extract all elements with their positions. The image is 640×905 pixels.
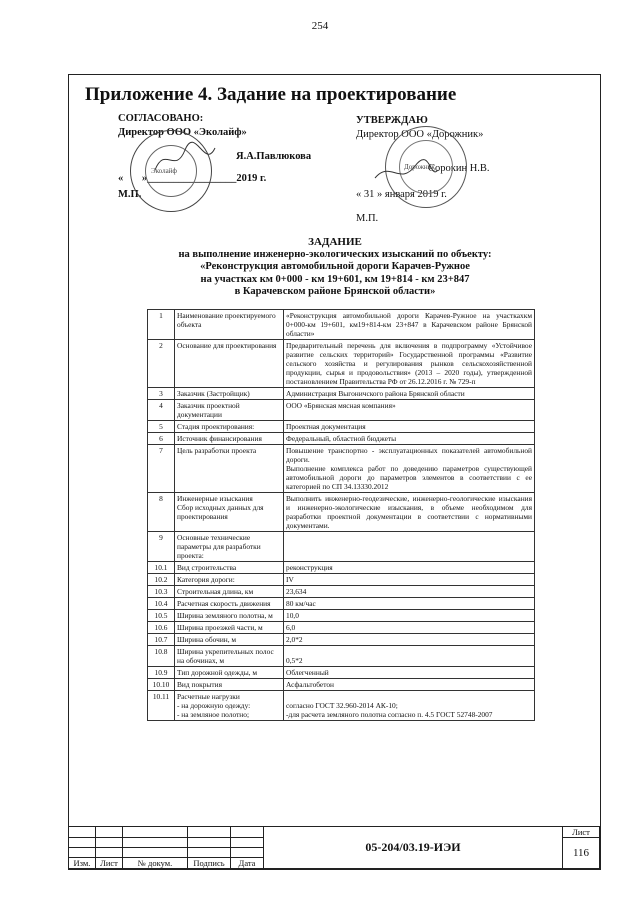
row-value: реконструкция (284, 562, 535, 574)
row-value: 6,0 (284, 622, 535, 634)
approval-right-date: « 31 » января 2019 г. (356, 189, 447, 200)
row-number: 2 (148, 340, 175, 388)
dorozhnik-seal-text: Дорожник (404, 163, 435, 171)
row-value: Федеральный, областной бюджеты (284, 433, 535, 445)
row-key: Расчетная скорость движения (175, 598, 284, 610)
sheet-label: Лист (563, 827, 600, 838)
row-key: Наименование проектируемого объекта (175, 310, 284, 340)
row-value (284, 532, 535, 562)
col-label-izm: Изм. (69, 858, 96, 869)
requirements-table (147, 309, 535, 721)
row-number: 10.9 (148, 667, 175, 679)
table-row (148, 493, 535, 532)
row-key: Строительная длина, км (175, 586, 284, 598)
title-block-cell (231, 848, 264, 858)
row-value: 10,0 (284, 610, 535, 622)
approval-right-heading: УТВЕРЖДАЮ (356, 115, 428, 126)
table-row (148, 445, 535, 493)
row-number: 10.7 (148, 634, 175, 646)
row-key: Источник финансирования (175, 433, 284, 445)
approval-left-quote: « (118, 173, 124, 184)
row-number: 10.4 (148, 598, 175, 610)
document-code: 05-204/03.19-ИЭИ (264, 827, 563, 869)
row-number: 5 (148, 421, 175, 433)
title-block-cell (96, 827, 123, 838)
table-row (148, 667, 535, 679)
row-key: Ширина обочин, м (175, 634, 284, 646)
row-key: Вид строительства (175, 562, 284, 574)
row-value: ООО «Брянская мясная компания» (284, 400, 535, 421)
row-key: Расчетные нагрузки - на дорожную одежду: - на земляное полотно; (175, 691, 284, 721)
eco-seal-text: Эколайф (151, 167, 177, 175)
col-label-doc: № докум. (123, 858, 188, 869)
table-row (148, 421, 535, 433)
row-value: 80 км/час (284, 598, 535, 610)
title-block-cell (188, 848, 231, 858)
col-label-sign: Подпись (188, 858, 231, 869)
title-block-cell (123, 848, 188, 858)
task-heading-line2: на выполнение инженерно-экологических изысканий по объекту: (178, 248, 492, 260)
table-row (148, 586, 535, 598)
title-block-cell (188, 838, 231, 848)
row-value: 23,634 (284, 586, 535, 598)
row-key: Ширина укрепительных полос на обочинах, м (175, 646, 284, 667)
row-number: 3 (148, 388, 175, 400)
row-number: 10.10 (148, 679, 175, 691)
table-row (148, 691, 535, 721)
col-label-list: Лист (96, 858, 123, 869)
table-row (148, 400, 535, 421)
table-row (148, 310, 535, 340)
title-block-cell (231, 827, 264, 838)
table-row (148, 562, 535, 574)
row-key: Заказчик проектной документации (175, 400, 284, 421)
row-number: 9 (148, 532, 175, 562)
row-key: Инженерные изыскания Сбор исходных данных для проектирования (175, 493, 284, 532)
row-number: 7 (148, 445, 175, 493)
row-value: Администрация Выгоничского района Брянской области (284, 388, 535, 400)
row-value: Асфальтобетон (284, 679, 535, 691)
row-key: Вид покрытия (175, 679, 284, 691)
row-number: 10.11 (148, 691, 175, 721)
row-number: 10.1 (148, 562, 175, 574)
sheet-number: 116 (563, 838, 600, 869)
title-block-cell (69, 848, 96, 858)
row-key: Ширина проезжей части, м (175, 622, 284, 634)
table-row (148, 388, 535, 400)
table-row (148, 532, 535, 562)
row-key: Основание для проектирования (175, 340, 284, 388)
title-block-cell (96, 838, 123, 848)
row-key: Стадия проектирования: (175, 421, 284, 433)
col-label-date: Дата (231, 858, 264, 869)
table-row (148, 679, 535, 691)
task-heading-line3: «Реконструкция автомобильной дороги Карачев-Ружное (200, 261, 470, 272)
signature-right (370, 158, 440, 188)
row-number: 10.6 (148, 622, 175, 634)
row-value: 0,5*2 (284, 646, 535, 667)
row-number: 10.2 (148, 574, 175, 586)
row-value: согласно ГОСТ 32.960-2014 АК-10; -для расчета земляного полотна согласно п. 4.5 ГОСТ 52748-2007 (284, 691, 535, 721)
table-row (148, 610, 535, 622)
task-heading-title: ЗАДАНИЕ (308, 236, 362, 248)
title-block-cell (69, 827, 96, 838)
approval-right-role: Директор ООО «Дорожник» (356, 129, 484, 140)
row-number: 4 (148, 400, 175, 421)
title-block-cell (123, 827, 188, 838)
row-number: 8 (148, 493, 175, 532)
table-row (148, 598, 535, 610)
row-value: Предварительный перечень для включения в подпрограмму «Устойчивое развитие сельских территорий» Государственной программы «Развитие сельского хозяйства и регулирования рынков сельскохозяйственной продукции, сырья и продовольствия» (2013 – 2020 годы), утвержденной постановлением Правительства РФ от 26.12.2016 г. № 729-п (284, 340, 535, 388)
title-block-cell (231, 838, 264, 848)
table-row (148, 574, 535, 586)
row-number: 10.3 (148, 586, 175, 598)
page-number: 254 (311, 20, 329, 32)
approval-right-name: Сорокин Н.В. (428, 163, 490, 174)
row-key: Заказчик (Застройщик) (175, 388, 284, 400)
row-key: Основные технические параметры для разработки проекта: (175, 532, 284, 562)
row-key: Ширина земляного полотна, м (175, 610, 284, 622)
table-row (148, 646, 535, 667)
task-heading-line5: в Карачевском районе Брянской области» (234, 286, 436, 297)
row-value: 2,0*2 (284, 634, 535, 646)
approval-left-mp: М.П. (118, 189, 142, 200)
row-key: Категория дороги: (175, 574, 284, 586)
task-heading-line4: на участках км 0+000 - км 19+601, км 19+814 - км 23+847 (200, 273, 470, 285)
approval-right-mp: М.П. (356, 213, 379, 224)
table-row (148, 622, 535, 634)
row-value: IV (284, 574, 535, 586)
title-block-cell (188, 827, 231, 838)
row-key: Тип дорожной одежды, м (175, 667, 284, 679)
row-value: Облегченный (284, 667, 535, 679)
row-key: Цель разработки проекта (175, 445, 284, 493)
title-block-cell (69, 838, 96, 848)
row-value: Выполнить инженерно-геодезические, инженерно-геологические изыскания и инженерно-экологические изыскания, в объеме необходимом для разработки проектной документации в соответствии с нормативными документами. (284, 493, 535, 532)
title-block-cell (123, 838, 188, 848)
row-value: Повышение транспортно - эксплуатационных показателей автомобильной дороги. Выполнение комплекса работ по доведению параметров существующей автомобильной дороги до параметров элементов в соответствии с ее категорией по СП 34.13330.2012 (284, 445, 535, 493)
row-number: 1 (148, 310, 175, 340)
table-row (148, 634, 535, 646)
table-row (148, 433, 535, 445)
approval-left-heading: СОГЛАСОВАНО: (118, 113, 204, 124)
approval-left-name: Я.А.Павлюкова (236, 151, 312, 162)
signature-left (150, 140, 220, 180)
title-block-cell (96, 848, 123, 858)
row-value: Проектная документация (284, 421, 535, 433)
page-title: Приложение 4. Задание на проектирование (85, 84, 457, 105)
approval-left-role: Директор ООО «Эколайф» (118, 127, 247, 138)
task-heading (150, 236, 520, 299)
row-number: 10.8 (148, 646, 175, 667)
row-number: 10.5 (148, 610, 175, 622)
row-number: 6 (148, 433, 175, 445)
row-value: «Реконструкция автомобильной дороги Карачев-Ружное на участкахкм 0+000-км 19+601, км19+814-км 23+847 в Карачевском районе Брянской области» (284, 310, 535, 340)
title-block (68, 826, 600, 869)
table-row (148, 340, 535, 388)
approval-left-date-text: »_________________2019 г. (141, 173, 267, 184)
